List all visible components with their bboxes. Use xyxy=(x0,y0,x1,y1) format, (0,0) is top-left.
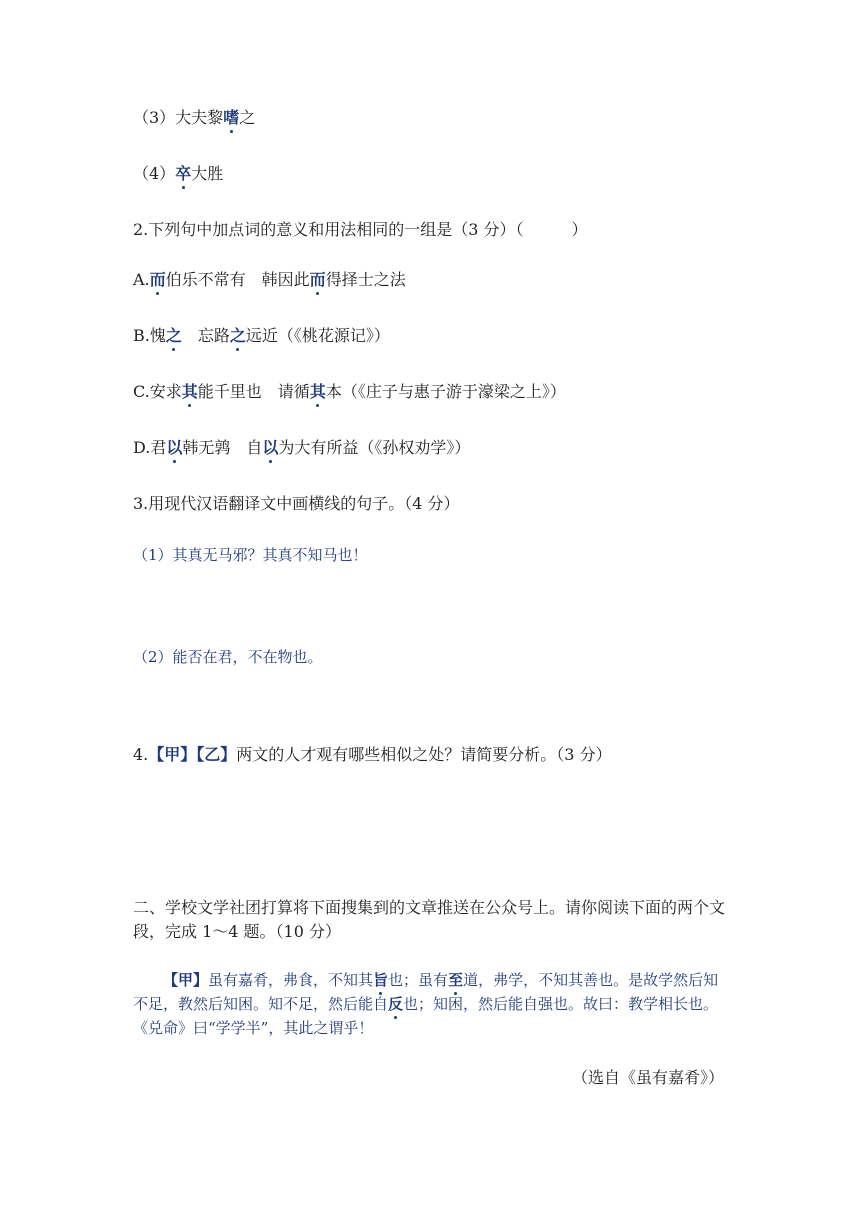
q3-sentence-1: （1）其真无马邪？其真不知马也！ xyxy=(133,546,368,564)
q2-b-dotted-1: 之 xyxy=(165,326,182,345)
q1-item-3 xyxy=(133,108,255,128)
jia-dotted-2: 至 xyxy=(448,971,464,989)
q1-item-3-suffix: 之 xyxy=(239,108,256,127)
q3-stem: 3.用现代汉语翻译文中画横线的句子。（4 分） xyxy=(133,494,460,513)
jia-part3: 道，弗学，不知其善也。是故学然后知不足，教然后知困。知不足，然后能自 xyxy=(133,971,719,1013)
q1-item-4-suffix: 大胜 xyxy=(191,164,224,183)
q2-option-d xyxy=(133,438,470,458)
q2-c-part2: 能千里也 请循 xyxy=(197,382,310,401)
q2-c-dotted-2: 其 xyxy=(309,382,326,401)
q2-option-a xyxy=(133,270,406,290)
q1-item-4-prefix: （4） xyxy=(133,164,176,183)
q4-stem xyxy=(133,745,612,765)
q1-item-3-dotted-word: 嗜 xyxy=(223,108,240,127)
q1-item-4-dotted-word: 卒 xyxy=(175,164,192,183)
q2-d-dotted-1: 以 xyxy=(166,438,183,457)
q2-b-part2: 忘路 xyxy=(181,326,230,345)
jia-part4: 也；知困，然后能自强也。故曰：教学相长也。《兑命》曰“学学半”，其此之谓乎！ xyxy=(133,995,719,1037)
q2-stem: 2.下列句中加点词的意义和用法相同的一组是（3 分）（ ） xyxy=(133,220,588,239)
q2-c-part3: 本（《庄子与惠子游于濠梁之上》） xyxy=(325,382,566,401)
q2-a-part3: 得择士之法 xyxy=(325,270,406,289)
section2-source: （选自《虽有嘉肴》） xyxy=(571,1068,724,1087)
q2-d-part3: 为大有所益（《孙权劝学》） xyxy=(278,438,471,457)
jia-part1: 虽有嘉肴，弗食，不知其 xyxy=(208,971,374,989)
q2-b-part1: B.愧 xyxy=(133,326,166,345)
q2-option-c xyxy=(133,382,566,402)
jia-dotted-1: 旨 xyxy=(373,971,389,989)
section2-jia-passage xyxy=(133,968,733,1040)
q2-a-dotted-1: 而 xyxy=(149,270,166,289)
q1-item-3-prefix: （3）大夫黎 xyxy=(133,108,224,127)
q2-a-dotted-2: 而 xyxy=(309,270,326,289)
jia-part2: 也；虽有 xyxy=(388,971,449,989)
jia-dotted-3: 反 xyxy=(388,995,404,1013)
q4-jia-label: 【甲】 xyxy=(148,745,197,764)
section2-jia-label: 【甲】 xyxy=(163,971,209,989)
q2-c-dotted-1: 其 xyxy=(181,382,198,401)
section2-intro: 二、学校文学社团打算将下面搜集到的文章推送在公众号上。请你阅读下面的两个文段，完成 1～4 题。（10 分） xyxy=(133,898,726,941)
q2-c-part1: C.安求 xyxy=(133,382,182,401)
q2-b-part3: 远近（《桃花源记》） xyxy=(245,326,390,345)
q3-sentence-2: （2）能否在君，不在物也。 xyxy=(133,648,323,666)
q4-number: 4. xyxy=(133,745,149,764)
q2-option-b xyxy=(133,326,390,346)
q2-a-part1: A. xyxy=(133,270,150,289)
q2-d-part2: 韩无鹑 自 xyxy=(182,438,263,457)
q2-b-dotted-2: 之 xyxy=(229,326,246,345)
q2-d-part1: D.君 xyxy=(133,438,167,457)
q4-text: 两文的人才观有哪些相似之处？请简要分析。（3 分） xyxy=(236,745,612,764)
q2-d-dotted-2: 以 xyxy=(262,438,279,457)
q4-yi-label: 【乙】 xyxy=(196,745,237,764)
q1-item-4 xyxy=(133,164,223,184)
q2-a-part2: 伯乐不常有 韩因此 xyxy=(165,270,310,289)
